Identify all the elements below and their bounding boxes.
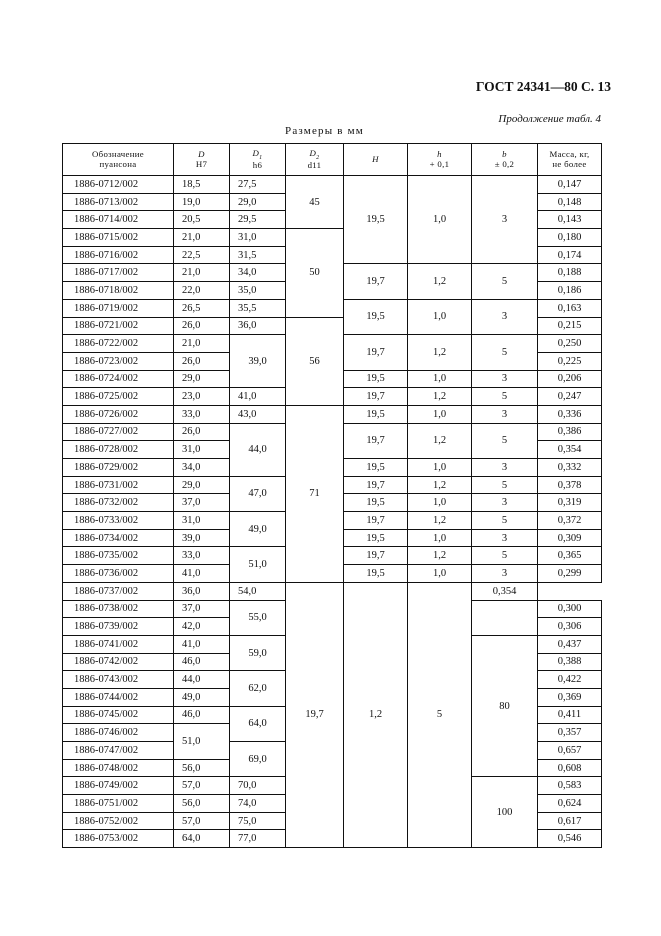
cell-D: 29,0 [174,476,230,494]
cell-H: 19,5 [344,176,408,264]
cell-mass: 0,143 [538,211,602,229]
cell-b: 3 [472,565,538,583]
cell-D1: 74,0 [230,795,286,813]
cell-mass: 0,174 [538,246,602,264]
cell-H: 19,5 [344,565,408,583]
cell-H: 19,7 [344,335,408,370]
cell-code: 1886-0746/002 [63,724,174,742]
cell-b: 3 [472,370,538,388]
cell-code: 1886-0721/002 [63,317,174,335]
cell-D1: 64,0 [230,706,286,741]
table-row [63,176,602,194]
cell-b: 3 [472,494,538,512]
cell-D: 34,0 [174,459,230,477]
cell-b: 3 [472,299,538,334]
cell-b: 5 [472,547,538,565]
cell-mass: 0,354 [472,582,538,600]
cell-H: 19,7 [344,264,408,299]
cell-D1: 41,0 [230,388,286,406]
cell-H: 19,7 [344,547,408,565]
cell-h: 1,2 [408,388,472,406]
cell-code: 1886-0733/002 [63,512,174,530]
cell-H: 19,7 [344,512,408,530]
cell-D2: 45 [286,176,344,229]
table-row [63,582,602,600]
cell-D: 39,0 [174,529,230,547]
cell-D2: 71 [286,405,344,582]
cell-D: 41,0 [174,635,230,653]
cell-D: 26,5 [174,299,230,317]
cell-D2: 80 [472,635,538,777]
cell-D: 26,0 [174,352,230,370]
cell-code: 1886-0714/002 [63,211,174,229]
cell-code: 1886-0752/002 [63,812,174,830]
cell-D: 23,0 [174,388,230,406]
cell-D1: 31,5 [230,246,286,264]
cell-D1: 70,0 [230,777,286,795]
cell-D: 22,0 [174,282,230,300]
cell-code: 1886-0726/002 [63,405,174,423]
table-row [63,405,602,423]
cell-code: 1886-0719/002 [63,299,174,317]
cell-D: 49,0 [174,688,230,706]
cell-D1: 51,0 [230,547,286,582]
cell-mass: 0,309 [538,529,602,547]
cell-D: 37,0 [174,494,230,512]
cell-D1: 31,0 [230,229,286,247]
cell-D1: 69,0 [230,742,286,777]
cell-D1: 59,0 [230,635,286,670]
cell-mass: 0,215 [538,317,602,335]
cell-code: 1886-0712/002 [63,176,174,194]
cell-h: 1,2 [408,335,472,370]
cell-D1: 29,5 [230,211,286,229]
cell-D1: 77,0 [230,830,286,848]
cell-D: 31,0 [174,441,230,459]
cell-code: 1886-0727/002 [63,423,174,441]
cell-code: 1886-0717/002 [63,264,174,282]
cell-mass: 0,378 [538,476,602,494]
cell-D: 33,0 [174,547,230,565]
col-header-D1 [230,144,286,176]
cell-D1: 55,0 [230,600,286,635]
cell-H: 19,7 [344,388,408,406]
units-caption: Размеры в мм [285,125,364,137]
table-continuation-note: Продолжение табл. 4 [498,113,601,125]
cell-D: 22,5 [174,246,230,264]
cell-code: 1886-0738/002 [63,600,174,618]
cell-D: 57,0 [174,777,230,795]
cell-code: 1886-0722/002 [63,335,174,353]
cell-mass: 0,617 [538,812,602,830]
cell-mass: 0,365 [538,547,602,565]
cell-code: 1886-0747/002 [63,742,174,760]
cell-D1: 43,0 [230,405,286,423]
cell-h: 1,0 [408,459,472,477]
cell-h: 1,0 [408,529,472,547]
cell-h: 1,0 [408,405,472,423]
cell-b: 5 [472,335,538,370]
cell-mass: 0,188 [538,264,602,282]
cell-code: 1886-0748/002 [63,759,174,777]
cell-H: 19,5 [344,299,408,334]
cell-D: 31,0 [174,512,230,530]
cell-D: 26,0 [174,423,230,441]
cell-h: 1,2 [344,582,408,847]
cell-mass: 0,300 [538,600,602,618]
cell-D1: 54,0 [230,582,286,600]
col-header-h [408,144,472,176]
cell-D1: 35,0 [230,282,286,300]
cell-mass: 0,163 [538,299,602,317]
cell-code: 1886-0725/002 [63,388,174,406]
col-header-D [174,144,230,176]
cell-code: 1886-0729/002 [63,459,174,477]
cell-code: 1886-0739/002 [63,618,174,636]
cell-code: 1886-0735/002 [63,547,174,565]
cell-b: 5 [408,582,472,847]
col-header-bottom: пуансона [99,158,137,169]
col-header-H [344,144,408,176]
cell-D: 33,0 [174,405,230,423]
cell-mass: 0,386 [538,423,602,441]
cell-D: 19,0 [174,193,230,211]
col-header-top: $D_1$ [252,147,263,161]
cell-H: 19,5 [344,494,408,512]
cell-mass: 0,319 [538,494,602,512]
cell-mass: 0,608 [538,759,602,777]
cell-h: 1,2 [408,264,472,299]
cell-code: 1886-0742/002 [63,653,174,671]
cell-code: 1886-0737/002 [63,582,174,600]
cell-mass: 0,422 [538,671,602,689]
cell-h: 1,0 [408,494,472,512]
cell-D: 42,0 [174,618,230,636]
cell-D1: 44,0 [230,423,286,476]
col-header-top: Обозначение [92,149,144,160]
cell-D: 26,0 [174,317,230,335]
cell-h: 1,0 [408,176,472,264]
cell-mass: 0,306 [538,618,602,636]
cell-mass: 0,299 [538,565,602,583]
cell-code: 1886-0734/002 [63,529,174,547]
col-header-top: $D_2$ [309,147,320,161]
cell-D: 64,0 [174,830,230,848]
cell-code: 1886-0751/002 [63,795,174,813]
cell-H: 19,7 [344,476,408,494]
page-header: ГОСТ 24341—80 С. 13 [475,79,611,94]
col-header-top: Масса, кг, [549,149,590,160]
cell-code: 1886-0745/002 [63,706,174,724]
dimensions-table [62,143,602,848]
cell-b: 3 [472,405,538,423]
cell-code: 1886-0715/002 [63,229,174,247]
col-header-bottom: d11 [307,159,322,170]
cell-D: 56,0 [174,759,230,777]
cell-h: 1,2 [408,423,472,458]
col-header-top: H [372,153,379,164]
cell-D: 41,0 [174,565,230,583]
cell-D1: 62,0 [230,671,286,706]
cell-mass: 0,583 [538,777,602,795]
cell-mass: 0,546 [538,830,602,848]
col-header-top: D [198,149,205,160]
cell-mass: 0,206 [538,370,602,388]
cell-D1: 39,0 [230,335,286,388]
cell-D: 21,0 [174,335,230,353]
cell-H: 19,7 [344,423,408,458]
cell-mass: 0,369 [538,688,602,706]
cell-D: 37,0 [174,600,230,618]
col-header-bottom: h6 [252,159,263,170]
cell-code: 1886-0743/002 [63,671,174,689]
col-header-top: b [502,149,507,160]
cell-mass: 0,657 [538,742,602,760]
cell-D2: 56 [286,317,344,405]
cell-D1: 35,5 [230,299,286,317]
cell-H: 19,5 [344,529,408,547]
cell-H: 19,5 [344,459,408,477]
col-header-bottom: ± 0,2 [494,158,515,169]
cell-D1: 29,0 [230,193,286,211]
cell-mass: 0,357 [538,724,602,742]
cell-D2: 50 [286,229,344,317]
cell-D1: 34,0 [230,264,286,282]
cell-code: 1886-0736/002 [63,565,174,583]
cell-D2: 100 [472,777,538,848]
cell-H: 19,5 [344,405,408,423]
cell-b: 3 [472,459,538,477]
cell-h: 1,2 [408,476,472,494]
cell-mass: 0,354 [538,441,602,459]
cell-code: 1886-0716/002 [63,246,174,264]
cell-mass: 0,388 [538,653,602,671]
col-header-D2 [286,144,344,176]
cell-b: 5 [472,423,538,458]
cell-mass: 0,225 [538,352,602,370]
cell-code: 1886-0713/002 [63,193,174,211]
cell-code: 1886-0724/002 [63,370,174,388]
cell-mass: 0,147 [538,176,602,194]
cell-b: 5 [472,388,538,406]
cell-D2 [472,600,538,635]
cell-mass: 0,372 [538,512,602,530]
cell-D: 20,5 [174,211,230,229]
cell-D: 46,0 [174,706,230,724]
col-header-bottom: H7 [195,158,208,169]
cell-code: 1886-0723/002 [63,352,174,370]
cell-mass: 0,624 [538,795,602,813]
cell-mass: 0,180 [538,229,602,247]
cell-mass: 0,411 [538,706,602,724]
col-header-mass [538,144,602,176]
cell-D1: 47,0 [230,476,286,511]
col-header-designation [63,144,174,176]
cell-D1: 75,0 [230,812,286,830]
cell-H: 19,5 [344,370,408,388]
cell-D: 44,0 [174,671,230,689]
cell-h: 1,0 [408,370,472,388]
cell-D: 21,0 [174,264,230,282]
cell-code: 1886-0732/002 [63,494,174,512]
cell-D: 51,0 [174,724,230,759]
col-header-bottom: + 0,1 [429,158,450,169]
cell-mass: 0,148 [538,193,602,211]
cell-code: 1886-0741/002 [63,635,174,653]
cell-b: 5 [472,512,538,530]
cell-b: 5 [472,264,538,299]
cell-h: 1,2 [408,547,472,565]
cell-H: 19,7 [286,582,344,847]
cell-D: 36,0 [174,582,230,600]
col-header-b [472,144,538,176]
col-header-bottom: не более [552,158,587,169]
cell-b: 5 [472,476,538,494]
cell-code: 1886-0749/002 [63,777,174,795]
cell-code: 1886-0718/002 [63,282,174,300]
cell-b: 3 [472,176,538,264]
cell-D: 29,0 [174,370,230,388]
cell-D1: 27,5 [230,176,286,194]
cell-mass: 0,336 [538,405,602,423]
cell-h: 1,0 [408,565,472,583]
cell-code: 1886-0728/002 [63,441,174,459]
cell-h: 1,0 [408,299,472,334]
table-header-row [63,144,602,176]
cell-code: 1886-0744/002 [63,688,174,706]
cell-b: 3 [472,529,538,547]
cell-D: 56,0 [174,795,230,813]
cell-mass: 0,186 [538,282,602,300]
cell-D: 18,5 [174,176,230,194]
cell-code: 1886-0731/002 [63,476,174,494]
cell-mass: 0,332 [538,459,602,477]
cell-D1: 49,0 [230,512,286,547]
col-header-top: h [437,149,442,160]
cell-mass: 0,250 [538,335,602,353]
cell-D: 21,0 [174,229,230,247]
cell-D1: 36,0 [230,317,286,335]
cell-mass: 0,247 [538,388,602,406]
cell-D: 46,0 [174,653,230,671]
cell-code: 1886-0753/002 [63,830,174,848]
cell-D: 57,0 [174,812,230,830]
cell-mass: 0,437 [538,635,602,653]
cell-h: 1,2 [408,512,472,530]
